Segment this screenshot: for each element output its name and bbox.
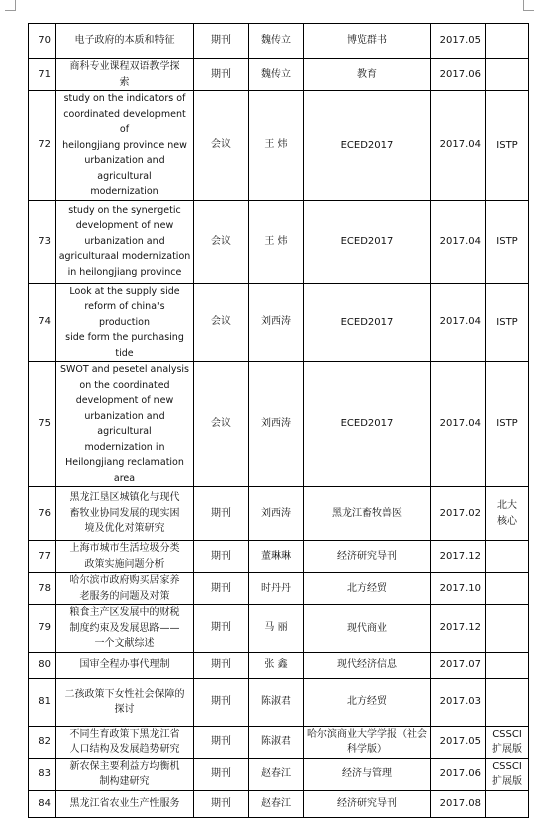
author-name: 陈淑君 [249,678,304,726]
row-number: 84 [29,790,56,817]
publication-date: 2017.06 [431,59,486,91]
publication-source: 经济研究导刊 [304,541,431,573]
publication-source: ECED2017 [304,283,431,362]
row-number: 71 [29,59,56,91]
row-number: 80 [29,652,56,678]
table-row [29,726,529,758]
index-category: CSSCI 扩展版 [486,758,529,790]
paper-title: 不同生育政策下黑龙江省 人口结构及发展趋势研究 [56,726,194,758]
publication-date: 2017.12 [431,541,486,573]
paper-title: 新农保主要利益方均衡机 制构建研究 [56,758,194,790]
publication-type: 期刊 [194,573,249,605]
row-number: 75 [29,362,56,487]
author-name: 陈淑君 [249,726,304,758]
row-number: 82 [29,726,56,758]
paper-title: 商科专业课程双语教学探 索 [56,59,194,91]
publication-type: 期刊 [194,541,249,573]
author-name: 魏传立 [249,24,304,59]
paper-title: 二孩政策下女性社会保障的 探讨 [56,678,194,726]
index-category [486,59,529,91]
paper-title: 国审全程办事代理制 [56,652,194,678]
publication-date: 2017.10 [431,573,486,605]
table-row [29,283,529,362]
publication-date: 2017.04 [431,200,486,283]
publication-type: 会议 [194,200,249,283]
table-row [29,605,529,653]
paper-title: study on the synergetic development of new urbanization and agriculturaal modernization in heilongjiang province [56,200,194,283]
publication-type: 期刊 [194,790,249,817]
table-row [29,200,529,283]
paper-title: study on the indicators of coordinated development of heilongjiang province new urbanization and agricultural modernization [56,91,194,201]
publication-source: ECED2017 [304,200,431,283]
paper-title: 黑龙江省农业生产性服务 [56,790,194,817]
author-name: 时丹丹 [249,573,304,605]
paper-title: 电子政府的本质和特征 [56,24,194,59]
publication-date: 2017.03 [431,678,486,726]
publication-source: 博览群书 [304,24,431,59]
author-name: 刘西涛 [249,362,304,487]
publication-date: 2017.05 [431,726,486,758]
table-row [29,758,529,790]
publication-source: ECED2017 [304,91,431,201]
author-name: 张 鑫 [249,652,304,678]
author-name: 赵春江 [249,758,304,790]
row-number: 77 [29,541,56,573]
publication-source: ECED2017 [304,362,431,487]
table-row [29,573,529,605]
publication-source: 经济与管理 [304,758,431,790]
row-number: 78 [29,573,56,605]
publication-type: 期刊 [194,24,249,59]
table-row [29,541,529,573]
row-number: 74 [29,283,56,362]
publication-type: 会议 [194,283,249,362]
row-number: 72 [29,91,56,201]
table-row [29,24,529,59]
publication-table [28,23,529,818]
index-category [486,24,529,59]
publication-source: 现代商业 [304,605,431,653]
paper-title: 黑龙江垦区城镇化与现代 畜牧业协同发展的现实困 境及优化对策研究 [56,487,194,541]
publication-type: 会议 [194,91,249,201]
publication-date: 2017.12 [431,605,486,653]
publication-source: 北方经贸 [304,678,431,726]
publication-type: 期刊 [194,59,249,91]
author-name: 董琳琳 [249,541,304,573]
index-category: CSSCI 扩展版 [486,726,529,758]
publication-source: 哈尔滨商业大学学报（社会 科学版） [304,726,431,758]
author-name: 马 丽 [249,605,304,653]
index-category [486,541,529,573]
author-name: 王 炜 [249,200,304,283]
row-number: 81 [29,678,56,726]
paper-title: SWOT and pesetel analysis on the coordinated development of new urbanization and agricultural modernization in Heilongjiang reclamation area [56,362,194,487]
author-name: 刘西涛 [249,487,304,541]
publication-source: 黑龙江畜牧兽医 [304,487,431,541]
publication-date: 2017.07 [431,652,486,678]
table-row [29,362,529,487]
publication-date: 2017.06 [431,758,486,790]
index-category [486,605,529,653]
publication-date: 2017.08 [431,790,486,817]
margin-mark-right [523,0,534,11]
index-category: ISTP [486,91,529,201]
row-number: 79 [29,605,56,653]
table-row [29,59,529,91]
index-category [486,652,529,678]
publication-type: 期刊 [194,487,249,541]
table-row [29,91,529,201]
index-category: ISTP [486,362,529,487]
paper-title: 上海市城市生活垃圾分类 政策实施问题分析 [56,541,194,573]
index-category: ISTP [486,283,529,362]
index-category [486,790,529,817]
row-number: 70 [29,24,56,59]
author-name: 刘西涛 [249,283,304,362]
table-row [29,487,529,541]
publication-type: 期刊 [194,652,249,678]
publication-source: 经济研究导刊 [304,790,431,817]
index-category [486,678,529,726]
publication-source: 现代经济信息 [304,652,431,678]
publication-date: 2017.04 [431,283,486,362]
paper-title: 哈尔滨市政府购买居家养 老服务的问题及对策 [56,573,194,605]
table-row [29,790,529,817]
paper-title: Look at the supply side reform of china's production side form the purchasing tide [56,283,194,362]
publication-date: 2017.02 [431,487,486,541]
publication-type: 期刊 [194,726,249,758]
table-row [29,652,529,678]
publication-source: 北方经贸 [304,573,431,605]
publication-type: 期刊 [194,758,249,790]
row-number: 76 [29,487,56,541]
author-name: 王 炜 [249,91,304,201]
publication-type: 会议 [194,362,249,487]
publication-type: 期刊 [194,605,249,653]
row-number: 73 [29,200,56,283]
paper-title: 粮食主产区发展中的财税 制度约束及发展思路—— 一个文献综述 [56,605,194,653]
author-name: 赵春江 [249,790,304,817]
publication-type: 期刊 [194,678,249,726]
table-row [29,678,529,726]
author-name: 魏传立 [249,59,304,91]
publication-date: 2017.04 [431,91,486,201]
index-category [486,573,529,605]
index-category: ISTP [486,200,529,283]
publication-source: 教育 [304,59,431,91]
publication-date: 2017.05 [431,24,486,59]
margin-mark-left [5,0,16,11]
publication-date: 2017.04 [431,362,486,487]
index-category: 北大 核心 [486,487,529,541]
row-number: 83 [29,758,56,790]
